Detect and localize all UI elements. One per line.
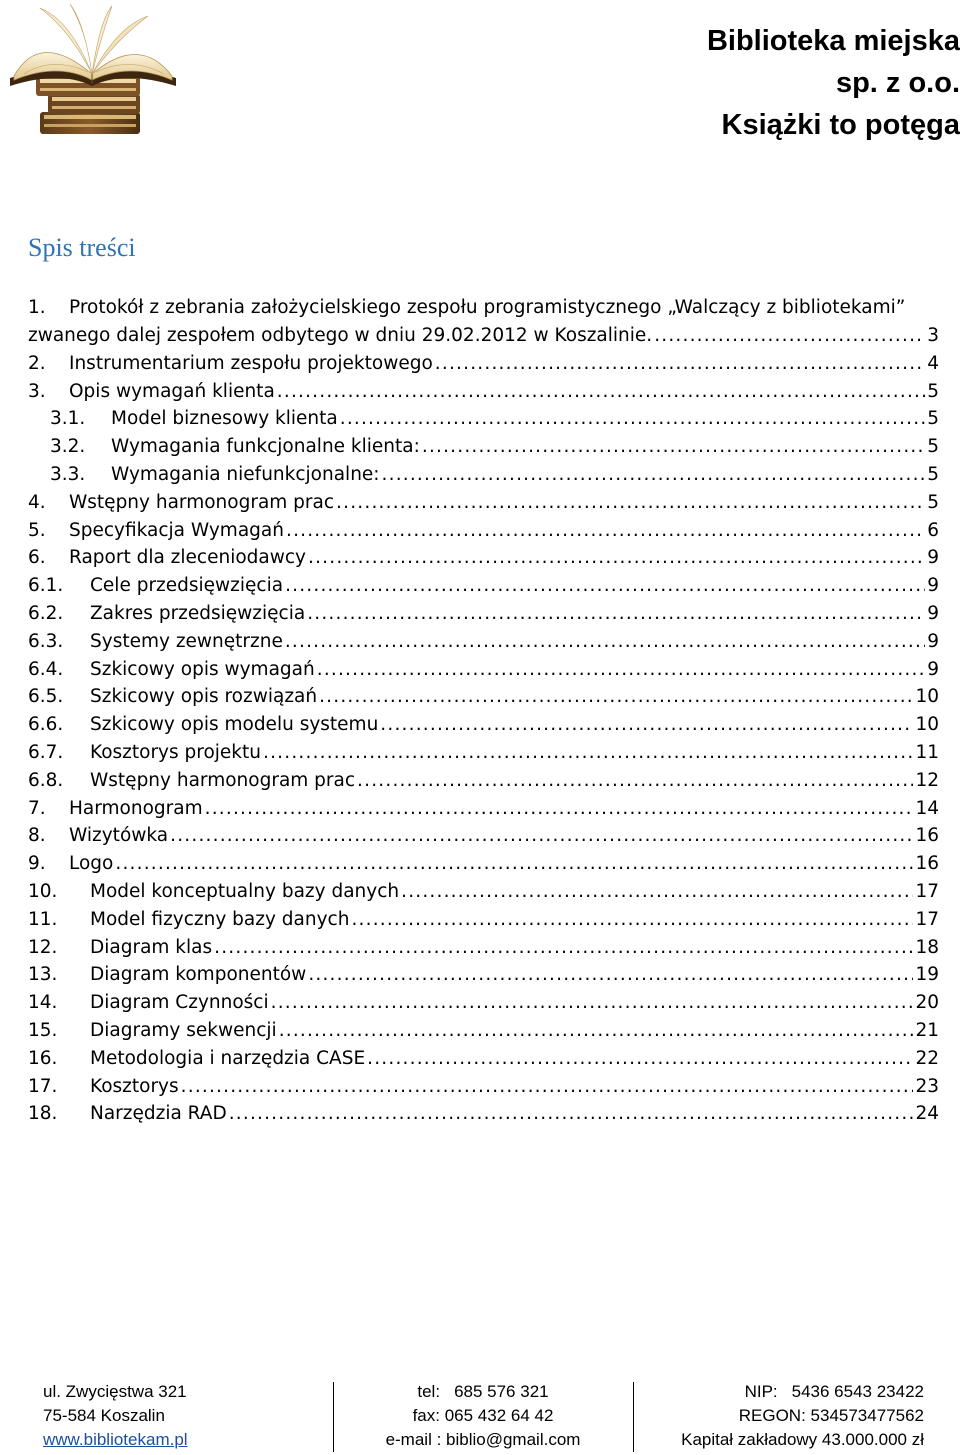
toc-entry-number: 17. [28,1075,58,1097]
toc-entry-title: Wstępny harmonogram prac [69,491,335,513]
toc-dot-leader [308,544,925,572]
toc-entry[interactable] [28,767,939,795]
footer-divider [633,1382,634,1452]
toc-entry-number: 15. [28,1019,58,1041]
toc-entry[interactable] [28,1045,939,1073]
toc-entry-number: 9. [28,853,46,875]
toc-entry[interactable] [28,822,939,850]
toc-entry-page: 16 [915,853,939,875]
toc-entry-number: 3.3. [50,463,86,485]
toc-entry-number: 3. [28,380,46,402]
toc-entry-page: 10 [915,714,939,736]
toc-entry[interactable] [28,433,939,461]
toc-dot-leader [205,795,914,823]
toc-entry-title: Diagram klas [90,936,213,958]
toc-entry-title: Diagramy sekwencji [90,1019,277,1041]
toc-entry-1-line-1[interactable] [28,294,939,322]
company-name-line-1: Biblioteka miejska [706,25,960,57]
toc-entry-title: Raport dla zleceniodawcy [69,547,306,569]
toc-entry[interactable] [28,850,939,878]
toc-dot-leader [263,739,913,767]
toc-entry-page: 21 [915,1019,939,1041]
toc-entry-page: 3 [927,325,939,346]
footer-city: 75-584 Koszalin [43,1406,165,1425]
toc-entry[interactable] [28,405,939,433]
toc-entry-number: 6.1. [28,575,64,597]
toc-entry[interactable] [28,961,939,989]
toc-entry-page: 12 [915,769,939,791]
toc-entry-page: 11 [915,741,939,763]
toc-entry-page: 5 [927,491,939,513]
toc-entry-page: 19 [915,964,939,986]
footer-contact-column [376,1380,590,1452]
toc-entry-number: 5. [28,519,46,541]
toc-entry-page: 22 [915,1047,939,1069]
toc-entry-number: 4. [28,491,46,513]
toc-entry-title: Harmonogram [69,797,203,819]
toc-entry-page: 9 [927,547,939,569]
toc-entry[interactable] [28,378,939,406]
toc-entry-page: 5 [927,436,939,458]
footer-divider [333,1382,334,1452]
toc-entry[interactable] [28,1017,939,1045]
toc-entry[interactable] [28,600,939,628]
toc-entry-page: 23 [915,1075,939,1097]
toc-entry-title: Metodologia i narzędzia CASE [90,1047,366,1069]
toc-entry[interactable] [28,795,939,823]
toc-entry-page: 16 [915,825,939,847]
open-book-logo-icon [0,0,182,140]
company-header [460,20,960,146]
toc-dot-leader [401,878,913,906]
toc-entry[interactable] [28,656,939,684]
footer-website-link[interactable]: www.bibliotekam.pl [43,1430,188,1449]
toc-entry[interactable] [28,517,939,545]
toc-entry-title: Opis wymagań klienta [69,380,275,402]
footer-address-column [43,1380,188,1452]
toc-dot-leader [285,628,925,656]
toc-dot-leader [380,711,913,739]
toc-entry-title: Kosztorys [90,1075,179,1097]
toc-entry-title: Kosztorys projektu [90,741,261,763]
toc-entry-title: Model fizyczny bazy danych [90,908,350,930]
toc-dot-leader [308,961,913,989]
toc-dot-leader [181,1073,914,1101]
toc-entry-page: 10 [915,686,939,708]
toc-entry-title: Systemy zewnętrzne [90,630,283,652]
table-of-contents [28,294,939,1128]
toc-entry-title: Instrumentarium zespołu projektowego [69,352,433,374]
company-slogan: Książki to potęga [721,109,960,141]
toc-dot-leader [286,517,925,545]
toc-entry-title: Specyfikacja Wymagań [69,519,284,541]
toc-entry-title: Cele przedsięwzięcia [90,575,284,597]
toc-entry-page: 17 [915,880,939,902]
toc-dot-leader [435,350,925,378]
footer-tel-value: 685 576 321 [454,1382,549,1401]
toc-entry-title: Wizytówka [69,825,169,847]
toc-entry-title: Diagram Czynności [90,992,269,1014]
toc-entry-number: 2. [28,352,46,374]
footer-nip-value: 5436 6543 23422 [791,1382,924,1401]
toc-dot-leader [654,322,925,350]
footer-email: e-mail : biblio@gmail.com [385,1430,581,1449]
toc-entry-title: Diagram komponentów [90,964,307,986]
toc-entry-number: 3.2. [50,436,86,458]
toc-entry[interactable] [28,489,939,517]
toc-entry-page: 9 [927,575,939,597]
toc-entry[interactable] [28,878,939,906]
footer-regon: REGON: 534573477562 [738,1406,924,1425]
toc-entry-page: 5 [927,463,939,485]
toc-entry[interactable] [28,628,939,656]
toc-entry-number: 1. [28,297,46,318]
toc-entry-number: 6.2. [28,602,64,624]
toc-dot-leader [422,433,925,461]
footer-telephone [376,1380,590,1404]
toc-entry-page: 14 [915,797,939,819]
toc-entry[interactable] [28,350,939,378]
toc-entry[interactable] [28,1073,939,1101]
toc-dot-leader [317,656,925,684]
toc-entry-page: 4 [927,352,939,374]
toc-dot-leader [367,1045,913,1073]
toc-entry-title: Logo [69,853,114,875]
toc-dot-leader [277,378,925,406]
toc-entry-number: 3.1. [50,408,86,430]
toc-entry-number: 11. [28,908,58,930]
toc-entry-page: 18 [915,936,939,958]
footer-capital: Kapitał zakładowy 43.000.000 zł [681,1430,924,1449]
toc-dot-leader [214,934,913,962]
toc-entry-title-continued: zwanego dalej zespołem odbytego w dniu 29.02.2012 w Koszalinie. [28,325,653,346]
toc-entry[interactable] [28,934,939,962]
toc-dot-leader [229,1100,914,1128]
toc-entry-number: 12. [28,936,58,958]
toc-entry[interactable] [28,906,939,934]
toc-entry-page: 20 [915,992,939,1014]
toc-entry-number: 7. [28,797,46,819]
toc-entry[interactable] [28,739,939,767]
toc-dot-leader [307,600,925,628]
toc-entry[interactable] [28,544,939,572]
toc-entry[interactable] [28,683,939,711]
toc-entry-number: 6.7. [28,741,64,763]
toc-entry-number: 6.5. [28,686,64,708]
toc-entry-title: Szkicowy opis modelu systemu [90,714,379,736]
toc-entry-number: 14. [28,992,58,1014]
toc-entry-number: 6.8. [28,769,64,791]
toc-entry-title: Szkicowy opis rozwiązań [90,686,318,708]
toc-entry-number: 6.3. [28,630,64,652]
toc-dot-leader [357,767,913,795]
page-footer [0,1378,960,1453]
toc-entry-number: 18. [28,1103,58,1125]
toc-heading: Spis treści [28,233,136,262]
toc-entry-number: 6.4. [28,658,64,680]
toc-entry-number: 6. [28,547,46,569]
toc-entry-number: 16. [28,1047,58,1069]
toc-entry-page: 5 [927,380,939,402]
toc-entry-number: 6.6. [28,714,64,736]
company-name-line-2: sp. z o.o. [835,67,960,99]
toc-entry-title: Protokół z zebrania założycielskiego zespołu programistycznego „Walczący z bibliotekami” [69,297,906,318]
footer-street: ul. Zwycięstwa 321 [43,1382,187,1401]
toc-entry-number: 8. [28,825,46,847]
toc-entry-title: Model konceptualny bazy danych [90,880,400,902]
toc-entry-page: 6 [927,519,939,541]
toc-entry-title: Model biznesowy klienta [111,408,338,430]
toc-entry-title: Wymagania niefunkcjonalne: [111,463,380,485]
footer-fax: fax: 065 432 64 42 [412,1406,554,1425]
toc-entry-page: 17 [915,908,939,930]
toc-entry[interactable] [28,461,939,489]
toc-entry-page: 5 [927,408,939,430]
toc-entry-page: 9 [927,602,939,624]
toc-dot-leader [170,822,913,850]
toc-entry[interactable] [28,711,939,739]
footer-nip-label: NIP: [744,1382,778,1401]
toc-dot-leader [319,683,913,711]
toc-entry[interactable] [28,989,939,1017]
footer-registry-column [681,1380,924,1452]
toc-dot-leader [279,1017,914,1045]
footer-tel-label: tel: [417,1382,441,1401]
toc-entry[interactable] [28,1100,939,1128]
toc-entry-1-line-2[interactable] [28,322,939,350]
toc-dot-leader [285,572,925,600]
toc-dot-leader [340,405,925,433]
toc-entry-number: 13. [28,964,58,986]
toc-entry-title: Szkicowy opis wymagań [90,658,315,680]
toc-entry-title: Zakres przedsięwzięcia [90,602,306,624]
toc-dot-leader [271,989,914,1017]
toc-entry-title: Wymagania funkcjonalne klienta: [111,436,420,458]
toc-dot-leader [382,461,926,489]
toc-entry-title: Wstępny harmonogram prac [90,769,356,791]
toc-dot-leader [351,906,913,934]
toc-entry-number: 10. [28,880,58,902]
toc-entry-page: 9 [927,658,939,680]
toc-entry-title: Narzędzia RAD [90,1103,227,1125]
toc-dot-leader [115,850,913,878]
toc-entry-page: 24 [915,1103,939,1125]
toc-entry-page: 9 [927,630,939,652]
toc-dot-leader [336,489,925,517]
footer-nip [681,1380,924,1404]
toc-entry[interactable] [28,572,939,600]
